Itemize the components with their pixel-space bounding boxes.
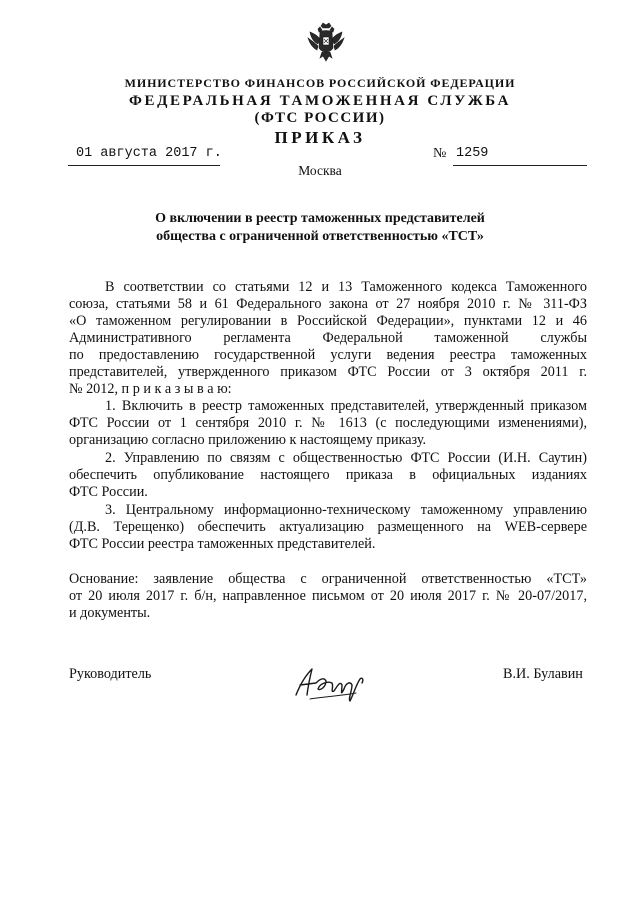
body-line: организацию согласно приложению к настоящему приказу. xyxy=(69,432,427,448)
body-line: «О таможенном регулировании в Российской Федерации», пунктами 12 и 46 xyxy=(69,313,587,329)
body-line: обеспечить опубликование настоящего приказа в официальных изданиях xyxy=(69,467,587,483)
body-line: (Д.В. Терещенко) обеспечить актуализацию размещенного на WEB-сервере xyxy=(69,519,587,535)
body-line: союза, статьями 58 и 61 Федерального закона от 27 ноября 2010 г. № 311-ФЗ xyxy=(69,296,587,312)
basis-line: Основание: заявление общества с ограниченной ответственностью «ТСТ» xyxy=(69,571,587,587)
body-line: ФТС России от 1 сентября 2010 г. № 1613 (с последующими изменениями), xyxy=(69,415,587,431)
city: Москва xyxy=(298,163,342,178)
body-line: ФТС России. xyxy=(69,484,148,500)
body-line: В соответствии со статьями 12 и 13 Таможенного кодекса Таможенного xyxy=(105,279,587,295)
signatory-position: Руководитель xyxy=(69,666,152,682)
service-short-name: (ФТС РОССИИ) xyxy=(254,110,386,126)
order-title-line-2: общества с ограниченной ответственностью «ТСТ» xyxy=(156,229,484,244)
signatory-name: В.И. Булавин xyxy=(503,666,583,682)
service-name: ФЕДЕРАЛЬНАЯ ТАМОЖЕННАЯ СЛУЖБА xyxy=(128,93,512,109)
body-line: Административного регламента Федеральной таможенной службы xyxy=(69,330,587,346)
body-line: по предоставлению государственной услуги ведения реестра таможенных xyxy=(69,347,587,363)
handwritten-signature-icon xyxy=(290,663,380,703)
body-line: 1. Включить в реестр таможенных представителей, утвержденный приказом xyxy=(105,398,587,414)
order-title-line-1: О включении в реестр таможенных представителей xyxy=(155,211,485,226)
basis-line: от 20 июля 2017 г. б/н, направленное письмом от 20 июля 2017 г. № 20-07/2017, xyxy=(69,588,587,604)
body-line: № 2012, п р и к а з ы в а ю: xyxy=(69,381,232,397)
body-line: 3. Центральному информационно-техническому таможенному управлению xyxy=(105,502,587,518)
ministry-name: МИНИСТЕРСТВО ФИНАНСОВ РОССИЙСКОЙ ФЕДЕРАЦИИ xyxy=(124,76,516,90)
body-line: ФТС России реестра таможенных представителей. xyxy=(69,536,376,552)
body-line: 2. Управлению по связям с общественностью ФТС России (И.Н. Саутин) xyxy=(105,450,587,466)
order-number: 1259 xyxy=(456,146,489,161)
order-date: 01 августа 2017 г. xyxy=(76,146,222,161)
number-sign: № xyxy=(433,146,447,161)
document-type: ПРИКАЗ xyxy=(274,128,366,147)
double-headed-eagle-emblem-icon xyxy=(306,22,346,64)
basis-line: и документы. xyxy=(69,605,151,621)
body-line: представителей, утвержденного приказом ФТС России от 3 октября 2011 г. xyxy=(69,364,587,380)
